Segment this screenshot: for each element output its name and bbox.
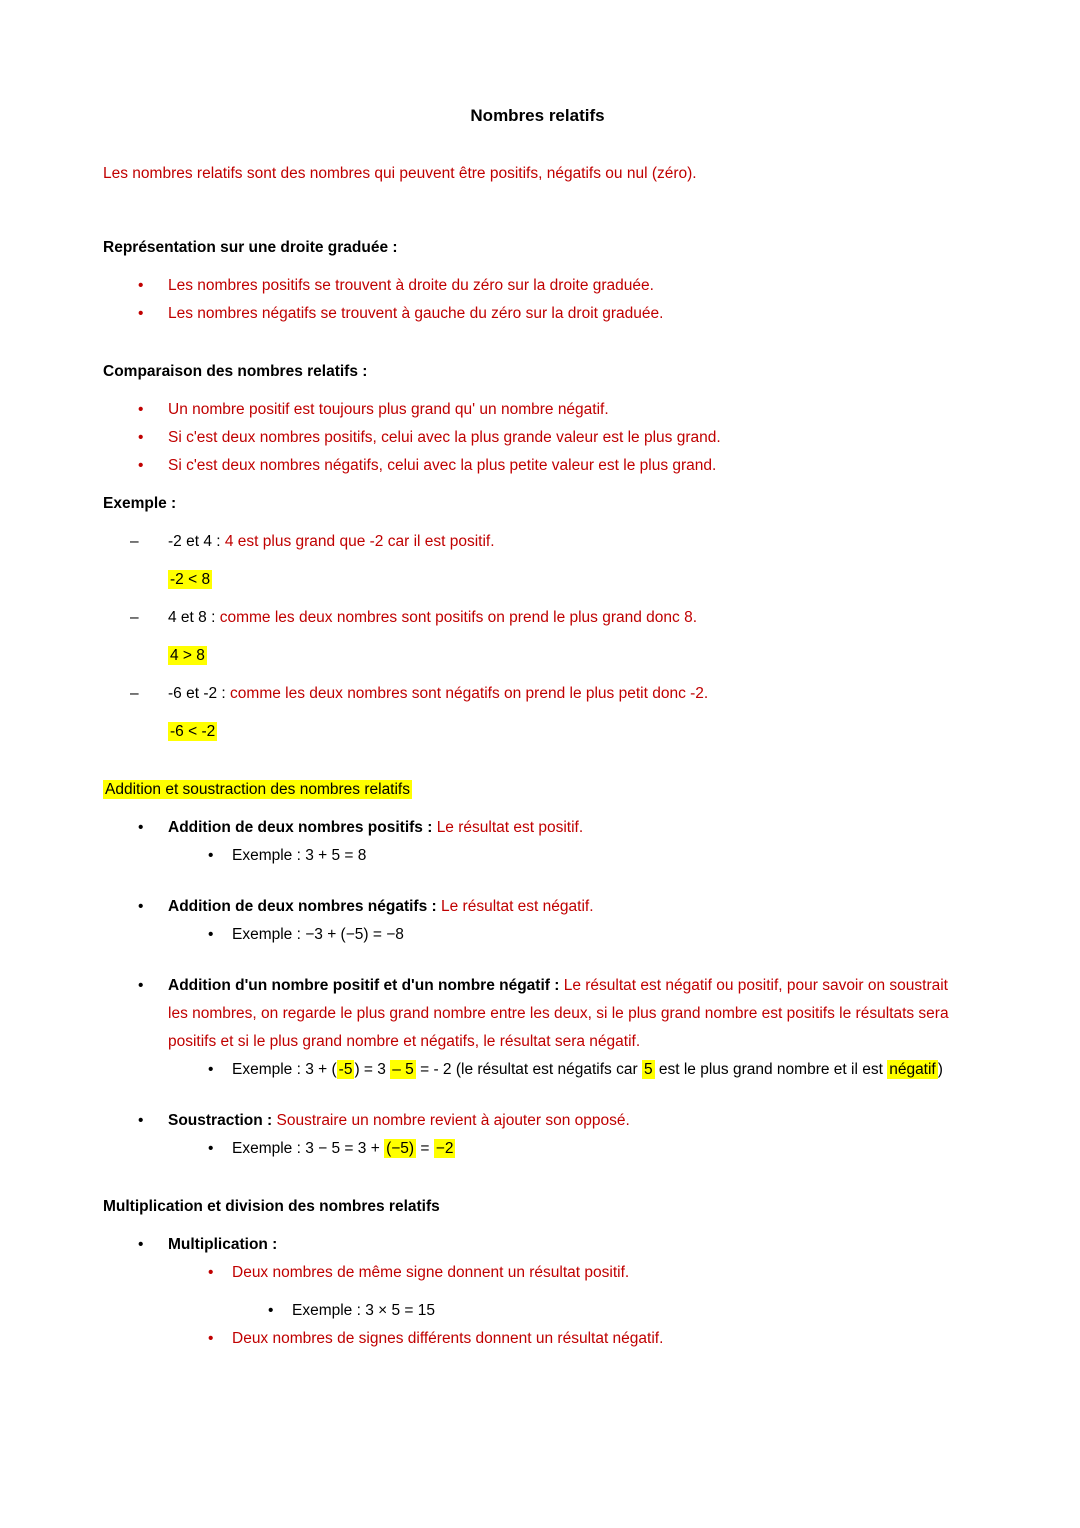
addition-negatifs-item xyxy=(103,893,972,949)
intro-text: Les nombres relatifs sont des nombres qui peuvent être positifs, négatifs ou nul (zéro). xyxy=(103,165,697,182)
example-run: ) xyxy=(937,1061,943,1078)
bullet-icon: • xyxy=(268,1302,274,1319)
example-result-line xyxy=(168,718,972,746)
rule-label: Multiplication : xyxy=(168,1236,278,1253)
example-run: Exemple : 3 + ( xyxy=(232,1061,337,1078)
bullet-icon: • xyxy=(138,898,144,915)
example-sentence xyxy=(168,528,972,556)
rule-example-text xyxy=(232,1135,455,1163)
list-item xyxy=(103,424,972,452)
example-item xyxy=(103,528,972,594)
heading-exemple: Exemple : xyxy=(103,495,177,512)
multiplication-list xyxy=(103,1231,972,1353)
rule-sentence xyxy=(168,814,972,842)
comparison-pair: -2 et 4 : xyxy=(168,533,225,550)
multiplication-item xyxy=(103,1231,972,1353)
bullet-icon: • xyxy=(208,1061,214,1078)
rule-example xyxy=(168,1056,972,1084)
list-item xyxy=(103,396,972,424)
example-result-line xyxy=(168,566,972,594)
example-highlight: −2 xyxy=(435,1140,454,1157)
page-title: Nombres relatifs xyxy=(470,106,605,125)
example-run: = xyxy=(416,1140,434,1157)
bullet-icon: • xyxy=(138,429,144,446)
list-item-text: Si c'est deux nombres positifs, celui avec la plus grande valeur est le plus grand. xyxy=(168,429,721,446)
heading-comparaison: Comparaison des nombres relatifs : xyxy=(103,363,368,380)
bullet-icon: • xyxy=(138,819,144,836)
rule-example-text: Exemple : 3 + 5 = 8 xyxy=(232,847,367,864)
comparison-pair: -6 et -2 : xyxy=(168,685,231,702)
bullet-icon: • xyxy=(138,1236,144,1253)
heading-addition-text: Addition et soustraction des nombres relatifs xyxy=(105,781,410,798)
rule-example xyxy=(168,921,972,949)
addition-list xyxy=(103,814,972,1163)
bullet-icon: • xyxy=(208,847,214,864)
bullet-icon: • xyxy=(138,1112,144,1129)
heading-representation: Représentation sur une droite graduée : xyxy=(103,239,398,256)
rule-description: Le résultat est négatif. xyxy=(441,898,594,915)
addition-positifs-item xyxy=(103,814,972,870)
list-item xyxy=(103,300,972,328)
rule-label: Addition d'un nombre positif et d'un nombre négatif : xyxy=(168,977,564,994)
rule-sentence xyxy=(168,893,972,921)
example-sentence xyxy=(168,604,972,632)
comparison-result: -6 < -2 xyxy=(170,723,216,740)
list-item xyxy=(103,272,972,300)
example-highlight: -5 xyxy=(338,1061,353,1078)
bullet-icon: • xyxy=(138,977,144,994)
rule-description: Soustraire un nombre revient à ajouter son opposé. xyxy=(276,1112,630,1129)
comparison-result: -2 < 8 xyxy=(170,571,211,588)
bullet-icon: • xyxy=(138,457,144,474)
rule-description: Deux nombres de même signe donnent un résultat positif. xyxy=(232,1264,630,1281)
rule-sentence xyxy=(168,1107,972,1135)
rule-label: Soustraction : xyxy=(168,1112,277,1129)
example-sentence xyxy=(168,680,972,708)
comparison-explanation: 4 est plus grand que -2 car il est positif. xyxy=(224,533,495,550)
rule-description: Le résultat est négatif ou positif, pour savoir on soustrait les nombres, on regarde le plus grand nombre entre les deux, si le plus grand nombre est positifs le résultats sera positifs et si le plus grand nombre et négatifs, le résultat sera négatif. xyxy=(168,977,949,1050)
example-highlight: (−5) xyxy=(386,1140,415,1157)
diff-sign-rule xyxy=(168,1325,972,1353)
rule-label: Addition de deux nombres négatifs : xyxy=(168,898,441,915)
example-run: ) = 3 xyxy=(354,1061,391,1078)
rule-example-text: Exemple : −3 + (−5) = −8 xyxy=(232,926,404,943)
example-highlight: 5 xyxy=(643,1061,653,1078)
soustraction-item xyxy=(103,1107,972,1163)
list-item xyxy=(103,452,972,480)
rule-example-text: Exemple : 3 × 5 = 15 xyxy=(292,1302,436,1319)
bullet-icon: • xyxy=(138,305,144,322)
comparison-pair: 4 et 8 : xyxy=(168,609,220,626)
rule-description: Deux nombres de signes différents donnent un résultat négatif. xyxy=(232,1330,664,1347)
rule-example xyxy=(232,1297,972,1325)
example-highlight: – 5 xyxy=(392,1061,414,1078)
list-item-text: Les nombres positifs se trouvent à droite du zéro sur la droite graduée. xyxy=(168,277,654,294)
dash-icon: – xyxy=(130,609,139,626)
comparaison-list xyxy=(103,396,972,480)
list-item-text: Les nombres négatifs se trouvent à gauche du zéro sur la droit graduée. xyxy=(168,305,664,322)
rule-example-text xyxy=(232,1056,943,1084)
rule-sentence xyxy=(168,972,972,1056)
bullet-icon: • xyxy=(138,277,144,294)
example-run: est le plus grand nombre et il est xyxy=(654,1061,888,1078)
addition-mixte-item xyxy=(103,972,972,1084)
bullet-icon: • xyxy=(138,401,144,418)
bullet-icon: • xyxy=(208,1264,214,1281)
heading-addition xyxy=(103,776,972,804)
heading-multiplication: Multiplication et division des nombres relatifs xyxy=(103,1198,440,1215)
dash-icon: – xyxy=(130,533,139,550)
example-run: = - 2 (le résultat est négatifs car xyxy=(415,1061,642,1078)
example-highlight: négatif xyxy=(889,1061,936,1078)
bullet-icon: • xyxy=(208,1330,214,1347)
rule-example xyxy=(168,842,972,870)
bullet-icon: • xyxy=(208,926,214,943)
example-result-line xyxy=(168,642,972,670)
bullet-icon: • xyxy=(208,1140,214,1157)
example-item xyxy=(103,680,972,746)
same-sign-rule xyxy=(168,1259,972,1325)
example-item xyxy=(103,604,972,670)
rule-description: Le résultat est positif. xyxy=(436,819,584,836)
dash-icon: – xyxy=(130,685,139,702)
comparison-explanation: comme les deux nombres sont négatifs on prend le plus petit donc -2. xyxy=(230,685,709,702)
comparison-explanation: comme les deux nombres sont positifs on prend le plus grand donc 8. xyxy=(219,609,698,626)
comparison-result: 4 > 8 xyxy=(170,647,205,664)
rule-example xyxy=(168,1135,972,1163)
list-item-text: Un nombre positif est toujours plus grand qu' un nombre négatif. xyxy=(168,401,609,418)
list-item-text: Si c'est deux nombres négatifs, celui avec la plus petite valeur est le plus grand. xyxy=(168,457,717,474)
rule-label: Addition de deux nombres positifs : xyxy=(168,819,437,836)
representation-list xyxy=(103,272,972,328)
example-run: Exemple : 3 − 5 = 3 + xyxy=(232,1140,385,1157)
